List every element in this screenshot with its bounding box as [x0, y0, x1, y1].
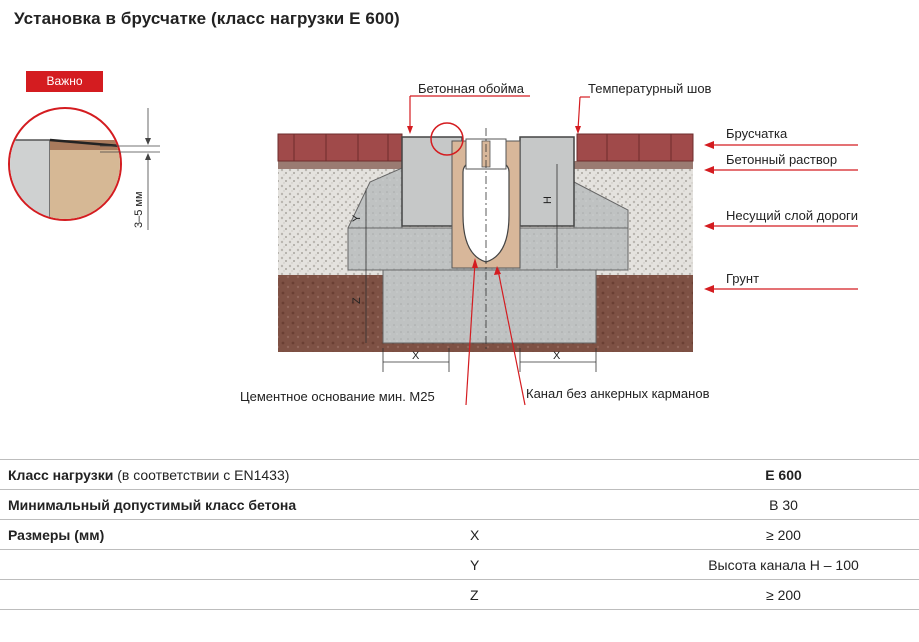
table-row [0, 580, 919, 610]
dim-z: Z [351, 297, 363, 304]
detail-dimension-label: 3–5 мм [133, 191, 145, 228]
dim-y: Y [351, 214, 363, 222]
row-value: B 30 [648, 490, 919, 520]
row-label-note: (в соответствии с EN1433) [117, 466, 290, 483]
label-concrete-mortar: Бетонный раствор [726, 152, 838, 167]
row-label: Размеры (мм) [0, 520, 456, 550]
row-label: Минимальный допустимый класс бетона [0, 490, 456, 520]
important-badge: Важно [26, 71, 103, 92]
row-value: Высота канала H – 100 [648, 550, 919, 580]
dim-x-right: X [553, 350, 561, 362]
dim-h: H [542, 196, 554, 204]
label-expansion-joint: Температурный шов [588, 81, 712, 96]
spec-table [0, 459, 919, 610]
row-label [0, 550, 456, 580]
row-label: Класс нагрузки [8, 466, 114, 483]
dim-x-left: X [412, 350, 420, 362]
row-value: ≥ 200 [648, 520, 919, 550]
table-row [0, 460, 919, 490]
row-symbol: Y [456, 550, 648, 580]
label-cement-base: Цементное основание мин. М25 [240, 389, 435, 404]
table-row [0, 550, 919, 580]
row-value: E 600 [648, 460, 919, 490]
label-soil: Грунт [726, 271, 760, 286]
label-channel: Канал без анкерных карманов [526, 386, 710, 401]
row-label [0, 580, 456, 610]
row-value: ≥ 200 [648, 580, 919, 610]
table-row [0, 490, 919, 520]
page-title: Установка в брусчатке (класс нагрузки E 600) [14, 9, 400, 28]
label-paving-stones: Брусчатка [726, 126, 788, 141]
row-symbol: X [456, 520, 648, 550]
label-road-base: Несущий слой дороги [726, 208, 859, 223]
row-symbol [456, 460, 648, 490]
row-symbol [456, 490, 648, 520]
label-concrete-frame: Бетонная обойма [418, 81, 524, 96]
row-symbol: Z [456, 580, 648, 610]
table-row [0, 520, 919, 550]
